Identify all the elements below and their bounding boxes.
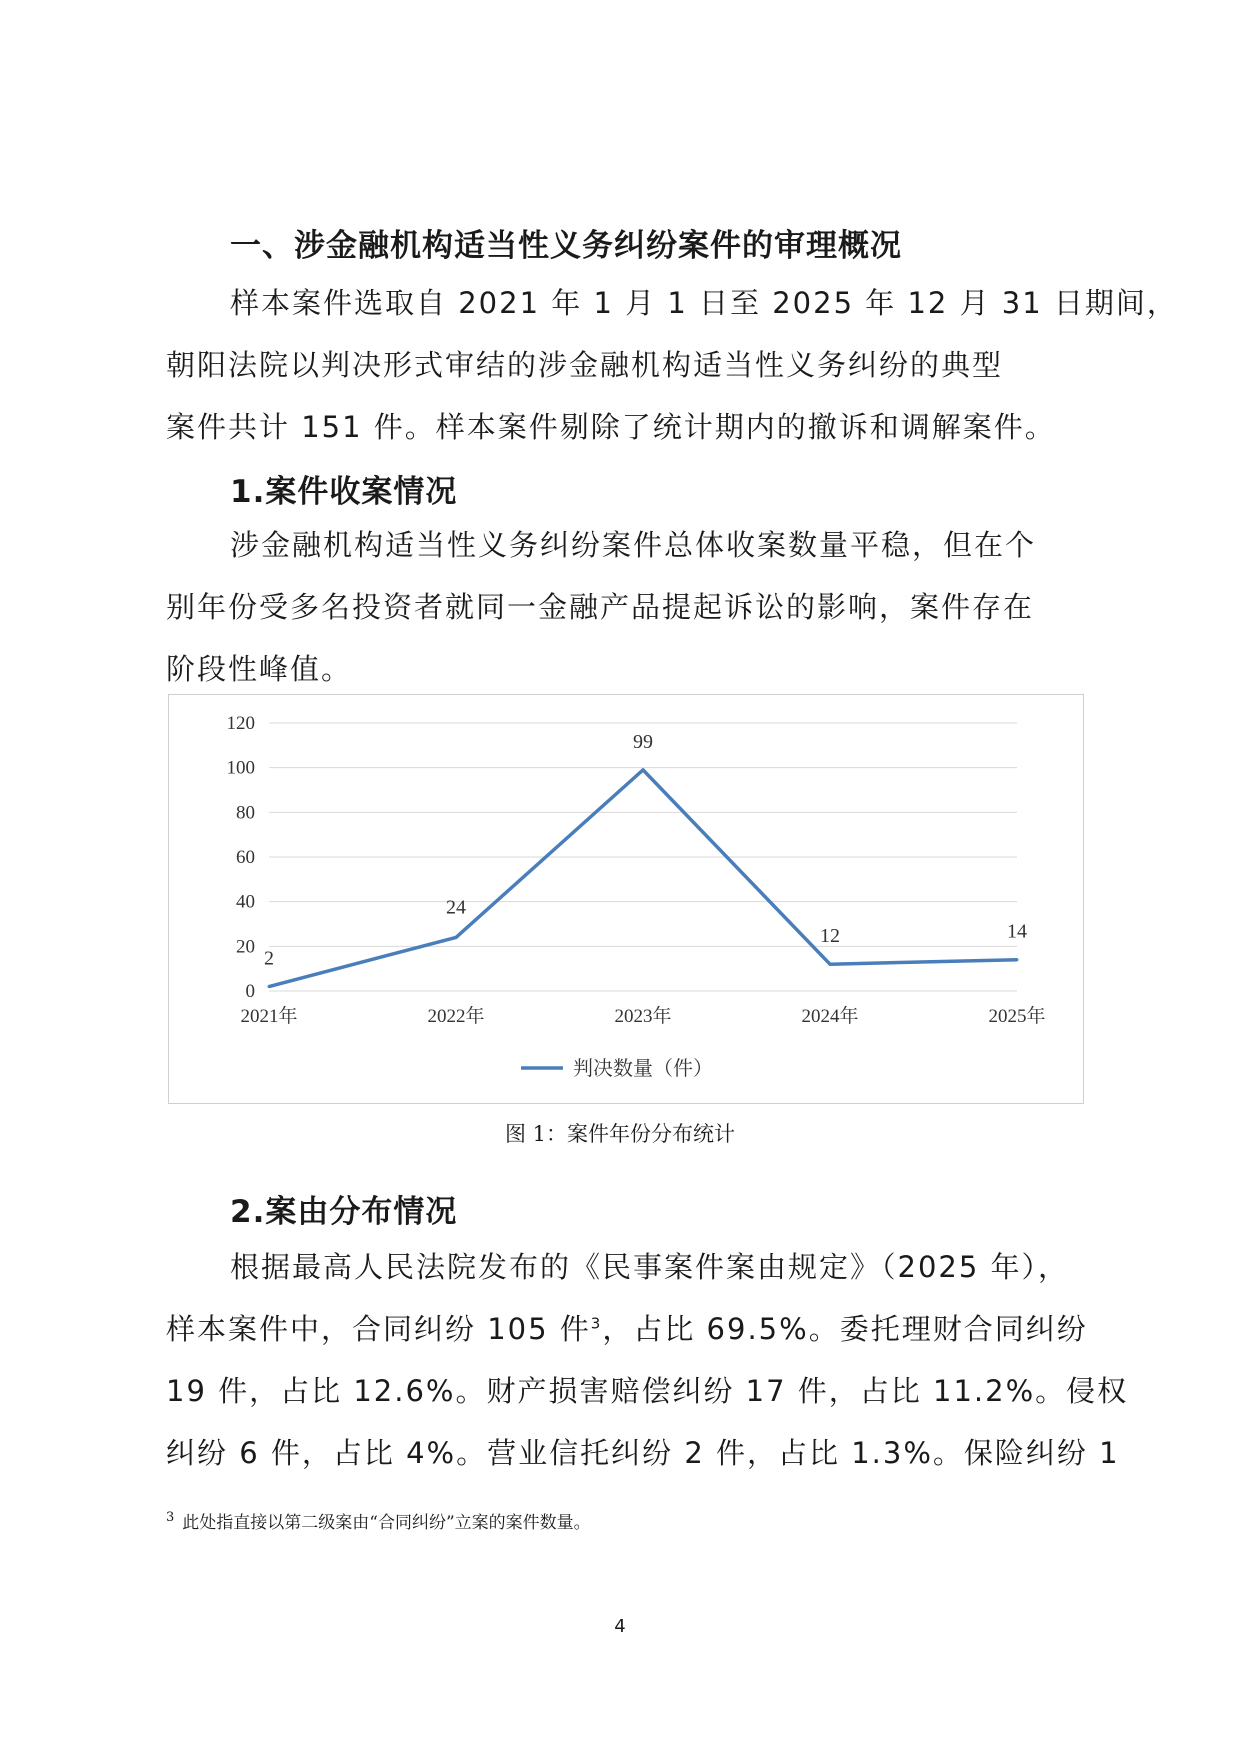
subheading-case-intake: 1.案件收案情况 bbox=[230, 474, 458, 510]
data-point bbox=[642, 768, 645, 771]
series-line bbox=[269, 770, 1017, 987]
text-run: ，占比 69.5%。委托理财合同纠纷 bbox=[602, 1312, 1088, 1346]
section-heading: 一、涉金融机构适当性义务纠纷案件的审理概况 bbox=[230, 228, 902, 264]
x-tick-label: 2022年 bbox=[427, 1006, 485, 1027]
paragraph-line: 纠纷 6 件，占比 4%。营业信托纠纷 2 件，占比 1.3%。保险纠纷 1 bbox=[166, 1436, 1120, 1470]
data-label: 12 bbox=[820, 925, 840, 948]
paragraph-cause-distribution bbox=[166, 1236, 1129, 1484]
paragraph-line: 别年份受多名投资者就同一金融产品提起诉讼的影响，案件存在 bbox=[166, 590, 1035, 624]
y-tick-label: 0 bbox=[245, 981, 255, 1002]
paragraph-sample-description bbox=[166, 272, 1178, 458]
footnote-ref: 3 bbox=[590, 1314, 603, 1333]
subheading-cause-distribution: 2.案由分布情况 bbox=[230, 1194, 458, 1230]
x-tick-label: 2021年 bbox=[240, 1006, 298, 1027]
paragraph-line: 阶段性峰值。 bbox=[166, 652, 353, 686]
x-tick-label: 2023年 bbox=[614, 1006, 672, 1027]
y-tick-label: 120 bbox=[226, 713, 255, 734]
data-label: 24 bbox=[446, 896, 466, 919]
footnote-mark: 3 bbox=[166, 1510, 175, 1526]
x-tick-label: 2025年 bbox=[988, 1006, 1046, 1027]
x-tick-label: 2024年 bbox=[801, 1006, 859, 1027]
y-tick-label: 20 bbox=[236, 936, 255, 958]
data-label: 14 bbox=[1007, 920, 1027, 943]
chart-canvas bbox=[169, 695, 1083, 1103]
footnote bbox=[166, 1508, 591, 1533]
page-number: 4 bbox=[614, 1616, 626, 1637]
figure-caption: 图 1：案件年份分布统计 bbox=[504, 1122, 736, 1146]
y-tick-label: 80 bbox=[236, 802, 255, 824]
paragraph-line: 根据最高人民法院发布的《民事案件案由规定》（2025 年）， bbox=[230, 1250, 1070, 1284]
paragraph-line bbox=[166, 1298, 1086, 1360]
paragraph-line: 样本案件选取自 2021 年 1 月 1 日至 2025 年 12 月 31 日期间， bbox=[230, 286, 1178, 320]
data-point bbox=[1016, 958, 1019, 961]
text-run: 样本案件中，合同纠纷 105 件 bbox=[166, 1312, 591, 1346]
legend-label: 判决数量（件） bbox=[573, 1056, 713, 1080]
data-point bbox=[268, 985, 271, 988]
paragraph-line: 朝阳法院以判决形式审结的涉金融机构适当性义务纠纷的典型 bbox=[166, 348, 1004, 382]
y-tick-label: 100 bbox=[226, 757, 255, 779]
footnote-text: 此处指直接以第二级案由“合同纠纷”立案的案件数量。 bbox=[182, 1513, 591, 1533]
data-label: 2 bbox=[264, 947, 274, 970]
line-chart bbox=[168, 694, 1084, 1104]
data-point bbox=[455, 936, 458, 939]
y-tick-label: 60 bbox=[236, 847, 255, 868]
y-tick-label: 40 bbox=[236, 891, 255, 913]
data-label: 99 bbox=[633, 730, 653, 753]
data-point bbox=[829, 963, 832, 966]
paragraph-line: 涉金融机构适当性义务纠纷案件总体收案数量平稳，但在个 bbox=[230, 528, 1037, 562]
paragraph-line: 案件共计 151 件。样本案件剔除了统计期内的撤诉和调解案件。 bbox=[166, 410, 1056, 444]
paragraph-line: 19 件，占比 12.6%。财产损害赔偿纠纷 17 件，占比 11.2%。侵权 bbox=[166, 1374, 1129, 1408]
paragraph-case-intake bbox=[166, 514, 1086, 700]
